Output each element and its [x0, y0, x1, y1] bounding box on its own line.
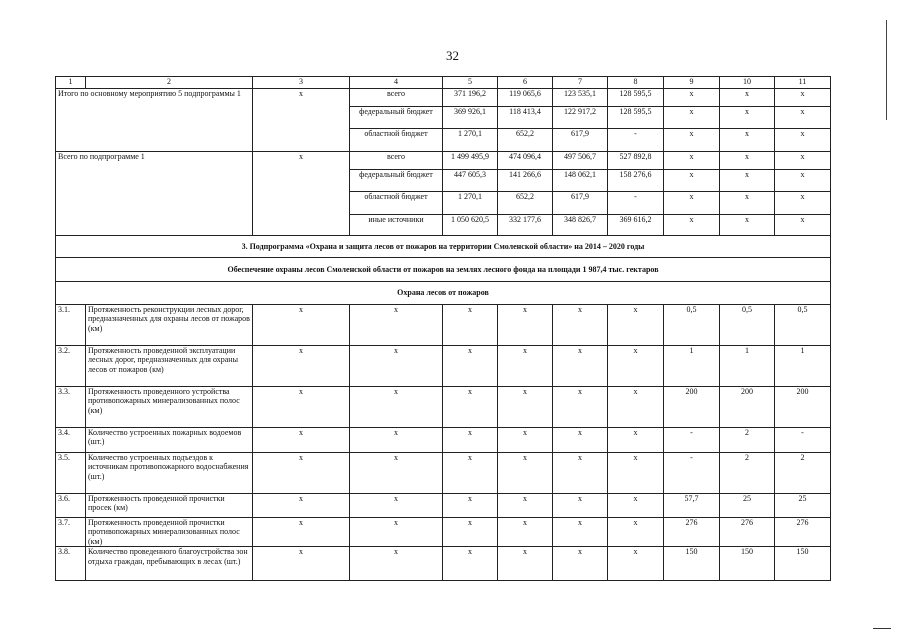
indicator-number: 3.8. — [56, 547, 86, 581]
funding-value: х — [664, 152, 720, 170]
indicator-value: х — [498, 428, 553, 453]
funding-value: 128 595,5 — [608, 107, 664, 129]
indicator-row — [56, 453, 831, 494]
subprogram-title: 3. Подпрограмма «Охрана и защита лесов от пожаров на территории Смоленской области» на 2014 – 2020 годы — [56, 236, 831, 258]
indicator-value: - — [664, 428, 720, 453]
funding-value: - — [608, 192, 664, 215]
indicator-value: х — [608, 428, 664, 453]
indicator-row — [56, 387, 831, 428]
funding-value: 369 926,1 — [443, 107, 498, 129]
indicator-number: 3.7. — [56, 518, 86, 547]
funding-value: х — [720, 152, 775, 170]
indicator-value: х — [253, 428, 350, 453]
goal-title: Обеспечение охраны лесов Смоленской области от пожаров на землях лесного фонда на площади 1 987,4 тыс. гектаров — [56, 258, 831, 282]
section-row — [56, 236, 831, 258]
indicator-value: 200 — [775, 387, 831, 428]
funding-value: 1 270,1 — [443, 129, 498, 152]
funding-value: 119 065,6 — [498, 89, 553, 107]
funding-value: 122 917,2 — [553, 107, 608, 129]
indicator-value: х — [553, 387, 608, 428]
indicator-value: 1 — [720, 346, 775, 387]
funding-value: 369 616,2 — [608, 215, 664, 236]
indicator-value: х — [553, 428, 608, 453]
indicator-value: х — [443, 547, 498, 581]
indicator-value: х — [553, 494, 608, 518]
subsection-title: Охрана лесов от пожаров — [56, 282, 831, 305]
indicator-value: х — [498, 547, 553, 581]
funding-value: 1 050 620,5 — [443, 215, 498, 236]
indicator-value: х — [498, 305, 553, 346]
column-number: 6 — [498, 77, 553, 89]
indicator-row — [56, 494, 831, 518]
indicator-value: 0,5 — [720, 305, 775, 346]
indicator-value: х — [608, 305, 664, 346]
indicator-row — [56, 547, 831, 581]
funding-value: 141 266,6 — [498, 170, 553, 192]
indicator-value: х — [608, 518, 664, 547]
indicator-number: 3.6. — [56, 494, 86, 518]
indicator-value: 276 — [720, 518, 775, 547]
funding-value: х — [664, 107, 720, 129]
indicator-value: х — [608, 387, 664, 428]
indicator-value: 1 — [775, 346, 831, 387]
indicator-row — [56, 346, 831, 387]
column-number: 1 — [56, 77, 86, 89]
funding-value: 128 595,5 — [608, 89, 664, 107]
indicator-value: 2 — [720, 453, 775, 494]
indicator-value: х — [553, 346, 608, 387]
indicator-name: Количество устроенных подъездов к источникам противопожарного водоснабжения (шт.) — [86, 453, 253, 494]
funding-value: 652,2 — [498, 192, 553, 215]
indicator-value: 0,5 — [664, 305, 720, 346]
funding-value: 527 892,8 — [608, 152, 664, 170]
scan-corner-mark — [873, 628, 891, 629]
funding-value: 474 096,4 — [498, 152, 553, 170]
funding-value: 371 196,2 — [443, 89, 498, 107]
indicator-value: х — [350, 494, 443, 518]
funding-value: 158 276,6 — [608, 170, 664, 192]
indicator-value: х — [608, 346, 664, 387]
indicator-value: 57,7 — [664, 494, 720, 518]
indicator-value: 200 — [720, 387, 775, 428]
indicator-name: Протяженность проведенного устройства противопожарных минерализованных полос (км) — [86, 387, 253, 428]
funding-value: х — [720, 215, 775, 236]
column-number: 5 — [443, 77, 498, 89]
funding-source: федеральный бюджет — [350, 170, 443, 192]
funding-source: всего — [350, 152, 443, 170]
indicator-value: х — [608, 453, 664, 494]
funding-value: 123 535,1 — [553, 89, 608, 107]
funding-value: х — [775, 107, 831, 129]
indicator-value: х — [608, 547, 664, 581]
funding-value: х — [664, 170, 720, 192]
indicator-value: х — [553, 305, 608, 346]
column-number: 2 — [86, 77, 253, 89]
indicator-value: х — [253, 518, 350, 547]
column-number: 11 — [775, 77, 831, 89]
column-number: 7 — [553, 77, 608, 89]
funding-value: - — [608, 129, 664, 152]
funding-row — [56, 152, 831, 170]
indicator-value: х — [443, 387, 498, 428]
indicator-value: - — [664, 453, 720, 494]
indicator-value: х — [443, 305, 498, 346]
indicator-value: х — [498, 494, 553, 518]
funding-value: х — [775, 129, 831, 152]
indicator-value: 25 — [775, 494, 831, 518]
funding-value: 617,9 — [553, 192, 608, 215]
funding-value: 148 062,1 — [553, 170, 608, 192]
indicator-row — [56, 518, 831, 547]
indicator-value: х — [553, 518, 608, 547]
column-number: 4 — [350, 77, 443, 89]
funding-value: х — [775, 215, 831, 236]
indicator-value: х — [253, 494, 350, 518]
funding-value: х — [664, 89, 720, 107]
indicator-value: 200 — [664, 387, 720, 428]
funding-source: всего — [350, 89, 443, 107]
indicator-value: х — [350, 305, 443, 346]
indicator-row — [56, 305, 831, 346]
funding-value: х — [664, 192, 720, 215]
program-table — [55, 76, 831, 581]
funding-source: областной бюджет — [350, 192, 443, 215]
funding-value: х — [664, 129, 720, 152]
indicator-value: х — [498, 518, 553, 547]
indicator-name: Протяженность проведенной прочистки просек (км) — [86, 494, 253, 518]
indicator-value: 0,5 — [775, 305, 831, 346]
indicator-number: 3.5. — [56, 453, 86, 494]
indicator-value: х — [350, 453, 443, 494]
funding-group-label: Итого по основному мероприятию 5 подпрограммы 1 — [56, 89, 253, 152]
funding-value: 1 499 495,9 — [443, 152, 498, 170]
funding-value: х — [775, 192, 831, 215]
column-number: 8 — [608, 77, 664, 89]
funding-source: федеральный бюджет — [350, 107, 443, 129]
indicator-value: х — [350, 428, 443, 453]
indicator-value: х — [253, 547, 350, 581]
indicator-row — [56, 428, 831, 453]
indicator-value: х — [350, 518, 443, 547]
indicator-value: х — [350, 346, 443, 387]
funding-row — [56, 89, 831, 107]
indicator-value: 276 — [664, 518, 720, 547]
indicator-value: 2 — [775, 453, 831, 494]
indicator-name: Протяженность проведенной прочистки противопожарных минерализованных полос (км) — [86, 518, 253, 547]
indicator-name: Количество устроенных пожарных водоемов (шт.) — [86, 428, 253, 453]
indicator-name: Протяженность реконструкции лесных дорог, предназначенных для охраны лесов от пожаров (км) — [86, 305, 253, 346]
indicator-value: х — [498, 346, 553, 387]
funding-value: х — [720, 107, 775, 129]
indicator-value: 276 — [775, 518, 831, 547]
indicator-value: х — [498, 453, 553, 494]
funding-value: х — [664, 215, 720, 236]
funding-group-col3: х — [253, 152, 350, 236]
indicator-name: Количество проведенного благоустройства зон отдыха граждан, пребывающих в лесах (шт.) — [86, 547, 253, 581]
table-body — [56, 77, 831, 581]
funding-value: 118 413,4 — [498, 107, 553, 129]
section-row — [56, 282, 831, 305]
indicator-value: х — [553, 453, 608, 494]
indicator-value: 150 — [720, 547, 775, 581]
column-number: 9 — [664, 77, 720, 89]
indicator-value: х — [443, 453, 498, 494]
indicator-number: 3.3. — [56, 387, 86, 428]
funding-value: х — [775, 152, 831, 170]
funding-value: х — [775, 89, 831, 107]
indicator-number: 3.2. — [56, 346, 86, 387]
funding-value: х — [775, 170, 831, 192]
indicator-value: х — [443, 428, 498, 453]
funding-source: иные источники — [350, 215, 443, 236]
indicator-value: х — [443, 346, 498, 387]
funding-value: 497 506,7 — [553, 152, 608, 170]
funding-value: х — [720, 129, 775, 152]
indicator-value: х — [443, 494, 498, 518]
indicator-number: 3.4. — [56, 428, 86, 453]
funding-value: 348 826,7 — [553, 215, 608, 236]
indicator-value: х — [553, 547, 608, 581]
funding-value: 1 270,1 — [443, 192, 498, 215]
indicator-value: 25 — [720, 494, 775, 518]
indicator-value: х — [350, 387, 443, 428]
page-number: 32 — [446, 48, 459, 63]
scan-edge-line — [886, 20, 887, 120]
indicator-name: Протяженность проведенной эксплуатации лесных дорог, предназначенных для охраны лесов от пожаров (км) — [86, 346, 253, 387]
indicator-value: х — [443, 518, 498, 547]
indicator-value: х — [253, 387, 350, 428]
indicator-value: 2 — [720, 428, 775, 453]
funding-source: областной бюджет — [350, 129, 443, 152]
column-number: 10 — [720, 77, 775, 89]
indicator-value: х — [350, 547, 443, 581]
indicator-value: х — [253, 346, 350, 387]
funding-value: х — [720, 192, 775, 215]
indicator-value: 150 — [664, 547, 720, 581]
indicator-value: х — [253, 453, 350, 494]
funding-value: 447 605,3 — [443, 170, 498, 192]
indicator-value: х — [608, 494, 664, 518]
indicator-value: 1 — [664, 346, 720, 387]
funding-value: 652,2 — [498, 129, 553, 152]
indicator-value: - — [775, 428, 831, 453]
funding-value: 617,9 — [553, 129, 608, 152]
funding-value: х — [720, 89, 775, 107]
indicator-value: х — [498, 387, 553, 428]
indicator-value: 150 — [775, 547, 831, 581]
column-number-row — [56, 77, 831, 89]
section-row — [56, 258, 831, 282]
column-number: 3 — [253, 77, 350, 89]
funding-group-col3: х — [253, 89, 350, 152]
funding-value: х — [720, 170, 775, 192]
indicator-number: 3.1. — [56, 305, 86, 346]
indicator-value: х — [253, 305, 350, 346]
funding-group-label: Всего по подпрограмме 1 — [56, 152, 253, 236]
funding-value: 332 177,6 — [498, 215, 553, 236]
